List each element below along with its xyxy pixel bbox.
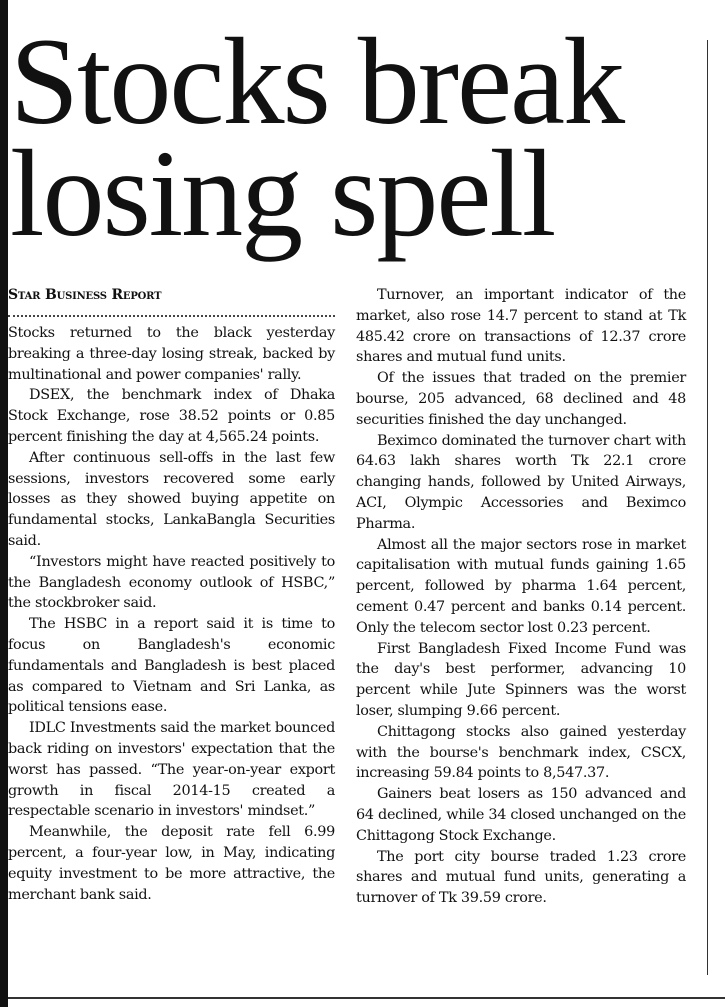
bottom-rule <box>8 997 725 999</box>
headline: Stocks break losing spell <box>10 13 624 262</box>
left-border-bar <box>0 0 8 1007</box>
article-paragraph: Gainers beat losers as 150 advanced and 64 declined, while 34 closed unchanged on the Chittagong Stock Exchange. <box>356 786 686 844</box>
article-paragraph: DSEX, the benchmark index of Dhaka Stock Exchange, rose 38.52 points or 0.85 percent finishing the day at 4,565.24 points. <box>8 387 335 445</box>
article-column-left <box>8 285 335 905</box>
article-paragraph: The HSBC in a report said it is time to focus on Bangladesh's economic fundamentals and Bangladesh is best placed as compared to Vietnam and Sri Lanka, as political tensions ease. <box>8 616 335 716</box>
article-paragraph: Beximco dominated the turnover chart with 64.63 lakh shares worth Tk 22.1 crore changing hands, followed by United Airways, ACI, Olympic Accessories and Beximco Pharma. <box>356 432 686 532</box>
article-paragraph: Stocks returned to the black yesterday breaking a three-day losing streak, backed by multinational and power companies' rally. <box>8 325 335 383</box>
article-paragraph: Turnover, an important indicator of the market, also rose 14.7 percent to stand at Tk 485.42 crore on transactions of 12.37 crore shares and mutual fund units. <box>356 287 686 366</box>
dotted-divider <box>8 315 335 317</box>
article-paragraph: Of the issues that traded on the premier bourse, 205 advanced, 68 declined and 48 securities finished the day unchanged. <box>356 370 686 428</box>
article-paragraph: “Investors might have reacted positively to the Bangladesh economy outlook of HSBC,” the stockbroker said. <box>8 553 335 612</box>
article-paragraph: Chittagong stocks also gained yesterday with the bourse's benchmark index, CSCX, increasing 59.84 points to 8,547.37. <box>356 723 686 782</box>
article-paragraph: IDLC Investments said the market bounced back riding on investors' expectation that the worst has passed. “The year-on-year export growth in fiscal 2014-15 created a respectable scenario in investors' mindset.” <box>8 720 335 820</box>
byline: Star Business Report <box>8 287 162 303</box>
article-paragraph: The port city bourse traded 1.23 crore shares and mutual fund units, generating a turnover of Tk 39.59 crore. <box>356 848 686 907</box>
article-paragraph: Meanwhile, the deposit rate fell 6.99 percent, a four-year low, in May, indicating equity investment to be more attractive, the merchant bank said. <box>8 824 335 903</box>
article-paragraph: After continuous sell-offs in the last few sessions, investors recovered some early losses as they showed buying appetite on fundamental stocks, LankaBangla Securities said. <box>8 449 335 549</box>
article-column-right <box>356 285 686 909</box>
article-paragraph: Almost all the major sectors rose in market capitalisation with mutual funds gaining 1.65 percent, followed by pharma 1.64 percent, cement 0.47 percent and banks 0.14 percent. Only the telecom sector lost 0.23 percent. <box>356 536 686 636</box>
article-paragraph: First Bangladesh Fixed Income Fund was the day's best performer, advancing 10 percent while Jute Spinners was the worst loser, slumping 9.66 percent. <box>356 640 686 719</box>
right-column-rule <box>707 40 708 975</box>
